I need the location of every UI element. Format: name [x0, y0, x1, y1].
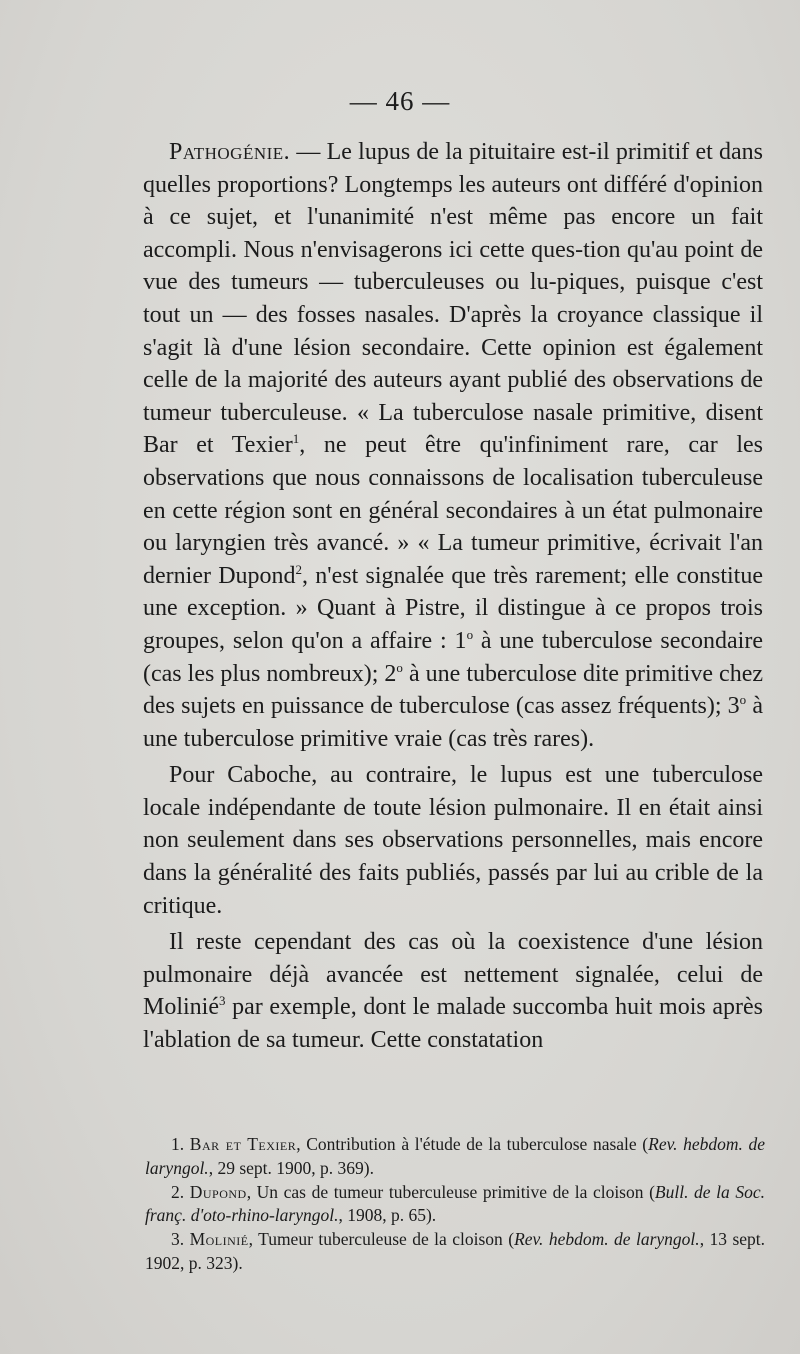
footnote-2 [145, 1181, 765, 1229]
footnote-1 [145, 1133, 765, 1181]
paragraph-text: — Le lupus de la pituitaire est-il primitif et dans quelles proportions? Longtemps les auteurs ont différé d'opinion à ce sujet, et l'unanimité n'est même pas encore un fait accompli. Nous n'envisagerons ici cette ques-tion qu'au point de vue des tumeurs — tuberculeuses ou lu-piques, puisque c'est tout un — des fosses nasales. D'après la croyance classique il s'agit là d'une lésion secondaire. Cette opinion est également celle de la majorité des auteurs ayant publié des observations de tumeur tuberculeuse. « La tuberculose nasale primitive, disent Bar et Texier [143, 139, 763, 459]
paragraph-text: à une tuberculose dite primitive chez des sujets en puissance de tuberculose (cas assez fréquents); 3 [143, 660, 763, 720]
footnote-tail: , 13 sept. 1902, p. 323). [145, 1229, 766, 1273]
section-heading: Pathogénie. [169, 139, 291, 165]
body-text [143, 136, 763, 1057]
footnote-journal: Rev. hebdom. de laryngol. [145, 1134, 765, 1178]
paragraph-text: , n'est signalée que très rarement; elle constitue une exception. » Quant à Pistre, il distingue à ce propos trois groupes, selon qu'on a affaire : 1 [143, 562, 763, 654]
footnote-ref: 1 [292, 431, 300, 447]
paragraph-molinie [143, 926, 763, 1056]
footnote-3 [145, 1228, 765, 1276]
footnote-journal: Bull. de la Soc. franç. d'oto-rhino-laryngol. [145, 1181, 766, 1226]
ordinal-marker: o [466, 626, 474, 642]
footnote-ref: 3 [219, 993, 226, 1009]
footnote-ref: 2 [295, 561, 303, 577]
footnote-text: , Contribution à l'étude de la tuberculose nasale ( [296, 1134, 649, 1154]
footnote-journal: Rev. hebdom. de laryngol. [514, 1229, 700, 1250]
ordinal-marker: o [396, 659, 403, 675]
paragraph-text: , ne peut être qu'infiniment rare, car les observations que nous connaissons de localisation tuberculeuse en cette région sont en général secondaires à un état pulmonaire ou laryngien très avancé. » « La tumeur primitive, écrivait l'an dernier Dupond [143, 432, 763, 589]
page-number: — 46 — [349, 86, 451, 116]
footnote-author: Dupond [189, 1181, 247, 1202]
ordinal-marker: o [739, 692, 747, 708]
paragraph-text: Il reste cependant des cas où la coexistence d'une lésion pulmonaire déjà avancée est nettement signalée, celui de Molinié [143, 929, 763, 1021]
footnote-tail: , 1908, p. 65). [338, 1205, 437, 1226]
footnotes [145, 1133, 765, 1276]
footnote-author: Molinié [189, 1229, 249, 1250]
paragraph-text: à une tuberculose secondaire (cas les plus nombreux); 2 [143, 627, 763, 687]
footnote-number: 3. [171, 1229, 185, 1250]
footnote-tail: , 29 sept. 1900, p. 369). [208, 1157, 374, 1178]
footnote-number: 1. [171, 1134, 185, 1154]
paragraph-text: par exemple, dont le malade succomba huit mois après l'ablation de sa tumeur. Cette constatation [143, 994, 763, 1054]
paragraph-pathogenie [143, 136, 763, 755]
footnote-number: 2. [171, 1181, 185, 1202]
footnote-text: , Un cas de tumeur tuberculeuse primitive de la cloison ( [246, 1181, 655, 1202]
footnote-text: , Tumeur tuberculeuse de la cloison ( [248, 1229, 515, 1250]
footnote-author: Bar et Texier [189, 1134, 297, 1154]
paragraph-caboche: Pour Caboche, au contraire, le lupus est une tuberculose locale indépendante de toute lésion pulmonaire. Il en était ainsi non seulement dans ses observations personnelles, mais encore dans la généralité des faits publiés, passés par lui au crible de la critique. [143, 762, 763, 919]
paragraph-text: à une tuberculose primitive vraie (cas très rares). [143, 693, 763, 752]
